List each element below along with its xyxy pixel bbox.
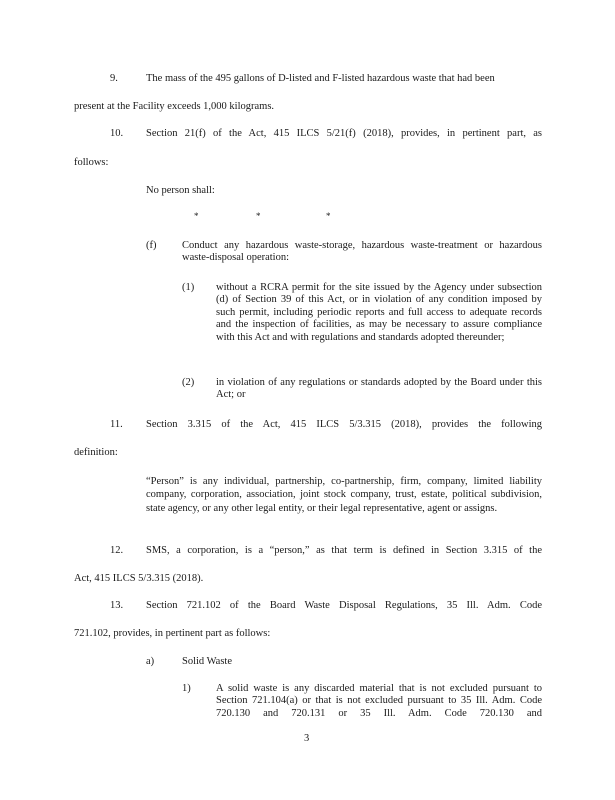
para12-line1: SMS, a corporation, is a “person,” as that term is defined in Section 3.315 of the: [146, 545, 542, 556]
para11-number: 11.: [110, 419, 123, 430]
para9-line1: The mass of the 495 gallons of D-listed and F-listed hazardous waste that had been: [146, 73, 495, 84]
star-3: *: [326, 211, 331, 221]
para11-line2: definition:: [74, 447, 118, 458]
quote-intro: No person shall:: [146, 185, 215, 196]
star-1: *: [194, 211, 199, 221]
para10-line1: Section 21(f) of the Act, 415 ILCS 5/21(f) (2018), provides, in pertinent part, as: [146, 128, 542, 139]
para9-number: 9.: [110, 73, 118, 84]
subsection-a-label: a): [146, 656, 155, 667]
para13-line2: 721.102, provides, in pertinent part as follows:: [74, 628, 271, 639]
clause-f-label: (f): [146, 240, 157, 251]
clause-f-text: Conduct any hazardous waste-storage, hazardous waste-treatment or hazardous waste-disposal operation:: [182, 240, 542, 264]
person-definition-quote: “Person” is any individual, partnership, co-partnership, firm, company, limited liability company, corporation, association, joint stock company, trust, estate, political subdivision, state agency, or any other legal entity, or their legal representative, agent or assigns.: [146, 476, 542, 514]
item1-text: without a RCRA permit for the site issued by the Agency under subsection (d) of Section 39 of this Act, or in violation of any condition imposed by such permit, including periodic reports and full access to adequate records and the inspection of facilities, as may be necessary to assure compliance with this Act and with regulations and standards adopted thereunder;: [216, 282, 542, 343]
para11-line1: Section 3.315 of the Act, 415 ILCS 5/3.315 (2018), provides the following: [146, 419, 542, 430]
subsection-1-label: 1): [182, 683, 191, 694]
para12-line2: Act, 415 ILCS 5/3.315 (2018).: [74, 573, 204, 584]
para10-line2: follows:: [74, 157, 109, 168]
page-number: 3: [304, 733, 310, 744]
item1-label: (1): [182, 282, 195, 293]
para13-line1: Section 721.102 of the Board Waste Disposal Regulations, 35 Ill. Adm. Code: [146, 600, 542, 611]
item2-text: in violation of any regulations or standards adopted by the Board under this Act; or: [216, 377, 542, 401]
para12-number: 12.: [110, 545, 124, 556]
para13-number: 13.: [110, 600, 124, 611]
star-2: *: [256, 211, 261, 221]
item2-label: (2): [182, 377, 195, 388]
subsection-1-text: A solid waste is any discarded material that is not excluded pursuant to Section 721.104(a) or that is not excluded pursuant to 35 Ill. Adm. Code 720.130 and 720.131 or 35 Ill. Adm. Code 720.130 and: [216, 683, 542, 719]
subsection-a-text: Solid Waste: [182, 656, 233, 667]
para9-line2: present at the Facility exceeds 1,000 kilograms.: [74, 101, 275, 112]
para10-number: 10.: [110, 128, 124, 139]
